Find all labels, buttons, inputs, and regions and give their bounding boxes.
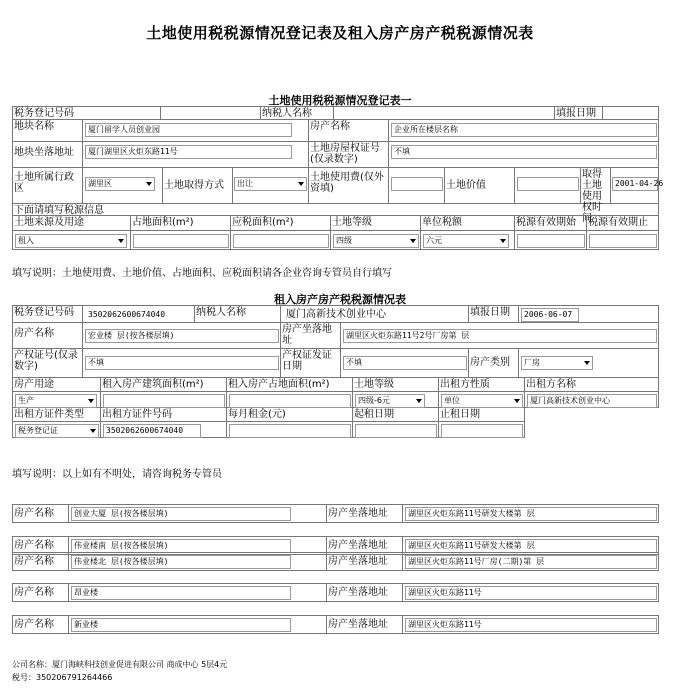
cert-no-label: 产权证号(仅录数字) [13, 349, 83, 378]
taxable-area-input[interactable] [233, 234, 329, 248]
land-tax-table [12, 106, 664, 250]
chevron-down-icon [88, 399, 94, 403]
detail-header: 下面请填写税源信息 [13, 204, 659, 216]
lessor-id-type-label: 出租方证件类型 [13, 408, 101, 422]
col-land-grade-label: 土地等级 [331, 216, 421, 231]
cert-date-label: 产权证发证日期 [281, 349, 341, 378]
cert-no-input[interactable]: 不填 [85, 356, 279, 370]
col-unit-tax-label: 单位税额 [421, 216, 515, 231]
acquire-method-select-value: 出让 [237, 179, 253, 188]
source-select[interactable] [15, 234, 127, 248]
end-date-input[interactable] [441, 424, 523, 438]
property-row-name-label: 房产名称 [13, 584, 69, 602]
footer-tax-no: 税号：350206791264466 [12, 673, 113, 682]
valid-end-input[interactable] [589, 234, 657, 248]
usage-fee-input[interactable] [391, 177, 443, 191]
chevron-down-icon [410, 239, 416, 243]
property-row-name-label: 房产名称 [13, 505, 69, 523]
property-row-addr-input[interactable]: 湖里区火炬东路11号研发大楼第 层 [405, 507, 657, 521]
chevron-down-icon [416, 399, 422, 403]
usage-label: 房产用途 [13, 378, 101, 392]
lessor-id-type-select[interactable] [15, 424, 99, 438]
district-select-value: 湖里区 [88, 179, 112, 188]
rent-property-name-label: 房产名称 [13, 323, 83, 349]
rent-tax-table [12, 305, 659, 438]
col-taxable-area-label: 应税面积(m²) [231, 216, 331, 231]
rent-land-grade-select-value: 四级-6元 [358, 396, 390, 405]
acquire-time-label: 取得土地使用权时间 [581, 168, 611, 204]
usage-select[interactable] [15, 394, 97, 408]
footer-company: 公司名称：厦门海峡科技创业促进有限公司 商成中心 5层4元 [12, 660, 228, 669]
lessor-nature-select[interactable] [441, 394, 523, 408]
page-title: 土地使用税税源情况登记表及租入房产房产税税源情况表 [146, 24, 534, 42]
property-row-name-input[interactable]: 创业大厦 层(按各楼层填) [71, 507, 291, 521]
cert-date-input[interactable]: 不填 [343, 356, 467, 370]
rent-fill-date-label: 填报日期 [469, 306, 519, 323]
chevron-down-icon [584, 361, 590, 365]
property-name-input[interactable]: 企业所在楼层名称 [391, 123, 657, 137]
start-date-label: 起租日期 [353, 408, 439, 422]
rent-land-grade-select[interactable] [355, 394, 425, 408]
rent-taxpayer-name-input[interactable]: 厦门高新技术创业中心 [283, 308, 467, 322]
property-type-label: 房产类别 [469, 349, 519, 378]
rent-tax-reg-no-input[interactable]: 3502062600674040 [85, 308, 193, 322]
lessor-name-input[interactable]: 厦门高新技术创业中心 [527, 394, 657, 408]
rent-taxpayer-name-label: 纳税人名称 [195, 306, 281, 323]
unit-tax-select[interactable] [423, 234, 509, 248]
plot-address-input[interactable]: 厦门湖里区火炬东路11号 [85, 145, 292, 159]
land-grade-select[interactable] [333, 234, 419, 248]
rent-property-address-input[interactable]: 湖里区火炬东路11号2号厂房第 层 [343, 329, 657, 343]
property-name-label: 房产名称 [309, 120, 389, 142]
district-label: 土地所属行政区 [13, 168, 83, 204]
property-row-name-input[interactable]: 伟业楼北 层(按各楼层填) [71, 555, 291, 569]
plot-address-label: 地块坐落地址 [13, 142, 83, 168]
chevron-down-icon [298, 182, 304, 186]
rent-property-name-input[interactable]: 宏业楼 层(按各楼层填) [85, 329, 279, 343]
end-date-label: 止租日期 [439, 408, 525, 422]
property-row-addr-label: 房产坐落地址 [327, 584, 403, 602]
property-row-name-input[interactable]: 昂业楼 [71, 586, 291, 600]
valid-start-input[interactable] [517, 234, 585, 248]
lessor-id-no-input[interactable]: 3502062600674040 [103, 424, 201, 438]
taxpayer-name-label: 纳税人名称 [261, 107, 334, 120]
acquire-method-label: 土地取得方式 [163, 168, 233, 204]
property-row-addr-label: 房产坐落地址 [327, 553, 403, 571]
rent-property-address-label: 房产坐落地址 [281, 323, 341, 349]
lessor-id-no-label: 出租方证件号码 [101, 408, 227, 422]
start-date-input[interactable] [355, 424, 437, 438]
lessor-id-type-select-value: 税务登记证 [18, 426, 58, 435]
district-select[interactable] [85, 177, 155, 191]
property-row-name-input[interactable]: 伟业楼南 层(按各楼层填) [71, 539, 291, 553]
col-valid-end-label: 税源有效期止 [587, 216, 659, 231]
note-rent: 填写说明：以上如有不明处，请咨询税务专管员 [12, 469, 222, 480]
property-row-addr-label: 房产坐落地址 [327, 537, 403, 555]
property-type-select-value: 厂房 [524, 358, 540, 367]
usage-select-value: 生产 [18, 396, 34, 405]
col-land-area-label: 占地面积(m²) [131, 216, 231, 231]
monthly-rent-input[interactable] [229, 424, 351, 438]
land-section-title: 土地使用税税源情况登记表一 [268, 94, 412, 107]
property-row-addr-label: 房产坐落地址 [327, 505, 403, 523]
property-row-addr-input[interactable]: 湖里区火炬东路11号研发大楼第 层 [405, 539, 657, 553]
acquire-method-select[interactable] [234, 177, 307, 191]
land-price-label: 土地价值 [445, 168, 515, 204]
usage-fee-label: 土地使用费(仅外资填) [309, 168, 389, 204]
property-type-select[interactable] [521, 356, 593, 370]
build-area-input[interactable] [103, 394, 225, 408]
chevron-down-icon [118, 239, 124, 243]
rent-tax-reg-no-label: 税务登记号码 [13, 306, 83, 323]
acquire-time-input[interactable]: 2001-04-26 [612, 177, 658, 191]
land-cert-label: 土地房屋权证号(仅录数字) [309, 142, 389, 168]
unit-tax-select-value: 六元 [426, 236, 442, 245]
property-row-name-label: 房产名称 [13, 537, 69, 555]
land-grade-select-value: 四级 [336, 236, 352, 245]
property-row-1 [12, 504, 659, 523]
property-row-name-input[interactable]: 新业楼 [71, 618, 291, 632]
land-area-input[interactable] [133, 234, 229, 248]
land-area-input[interactable] [229, 394, 351, 408]
lessor-nature-label: 出租方性质 [439, 378, 525, 392]
lessor-nature-select-value: 单位 [444, 396, 460, 405]
plot-name-label: 地块名称 [13, 120, 83, 142]
chevron-down-icon [514, 399, 520, 403]
rent-fill-date-input[interactable]: 2006-06-07 [521, 308, 579, 322]
property-row-addr-input[interactable]: 湖里区火炬东路11号 [405, 586, 657, 600]
chevron-down-icon [146, 182, 152, 186]
property-row-name-label: 房产名称 [13, 553, 69, 571]
tax-reg-no-field[interactable] [161, 107, 261, 120]
chevron-down-icon [90, 429, 96, 433]
property-row-4 [12, 583, 659, 602]
chevron-down-icon [500, 239, 506, 243]
lessor-name-label: 出租方名称 [525, 378, 659, 392]
build-area-label: 租入房产建筑面积(m²) [101, 378, 227, 392]
property-row-addr-input[interactable]: 湖里区火炬东路11号 [405, 618, 657, 632]
col-valid-start-label: 税源有效期始 [515, 216, 587, 231]
property-row-name-label: 房产名称 [13, 616, 69, 634]
fill-date-field[interactable] [603, 107, 659, 120]
col-source-label: 土地来源及用途 [13, 216, 131, 231]
property-row-addr-input[interactable]: 湖里区火炬东路11号厂房(二期)第 层 [405, 555, 657, 569]
land-area-label: 租入房产占地面积(m²) [227, 378, 353, 392]
property-row-addr-label: 房产坐落地址 [327, 616, 403, 634]
rent-land-grade-label: 土地等级 [353, 378, 439, 392]
note-land: 填写说明：土地使用费、土地价值、占地面积、应税面积请各企业咨询专管员自行填写 [12, 268, 392, 279]
land-price-input[interactable] [517, 177, 579, 191]
source-select-value: 租入 [18, 236, 34, 245]
monthly-rent-label: 每月租金(元) [227, 408, 353, 422]
property-row-5 [12, 615, 659, 634]
plot-name-input[interactable]: 厦门留学人员创业园 [85, 123, 292, 137]
land-cert-input[interactable]: 不填 [391, 145, 657, 159]
tax-reg-no-label: 税务登记号码 [13, 107, 161, 120]
rent-section-title: 租入房产房产税税源情况表 [274, 293, 406, 306]
property-row-3 [12, 552, 659, 571]
fill-date-label: 填报日期 [555, 107, 603, 120]
taxpayer-name-field[interactable] [334, 107, 555, 120]
empty-cell [525, 408, 659, 422]
